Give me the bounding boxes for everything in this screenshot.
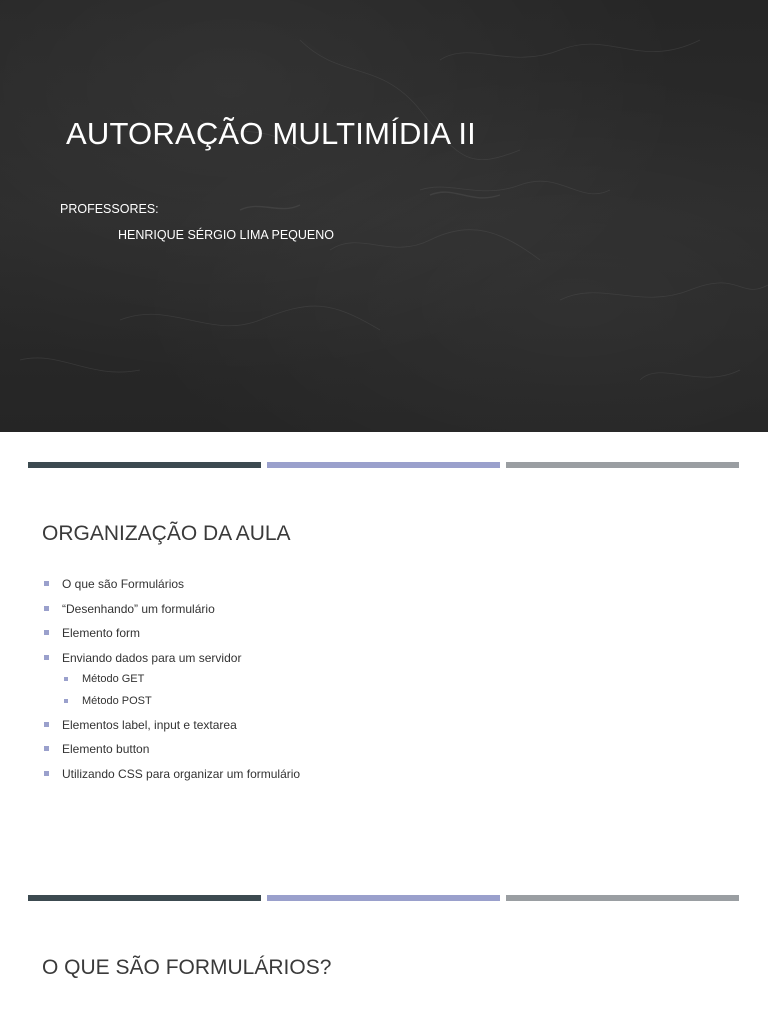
agenda-item xyxy=(42,625,300,641)
professors-label: PROFESSORES: xyxy=(60,202,159,216)
agenda-item xyxy=(42,650,300,708)
square-bullet-icon xyxy=(64,699,68,703)
agenda-list xyxy=(42,576,300,791)
presentation-title: AUTORAÇÃO MULTIMÍDIA II xyxy=(66,116,476,151)
agenda-item xyxy=(42,741,300,757)
agenda-item-label: Elemento button xyxy=(62,742,150,757)
agenda-item-label: Enviando dados para um servidor xyxy=(62,651,242,666)
accent-bar-gray xyxy=(506,462,739,468)
accent-bars xyxy=(28,462,740,468)
agenda-item xyxy=(42,717,300,733)
agenda-subitem xyxy=(62,672,300,686)
square-bullet-icon xyxy=(44,771,49,776)
agenda-item-label: Elementos label, input e textarea xyxy=(62,717,237,732)
accent-bar-lavender xyxy=(267,895,500,901)
agenda-item xyxy=(42,576,300,592)
agenda-item xyxy=(42,601,300,617)
agenda-subitem-label: Método POST xyxy=(82,695,152,708)
accent-bar-lavender xyxy=(267,462,500,468)
agenda-item xyxy=(42,766,300,782)
square-bullet-icon xyxy=(44,722,49,727)
square-bullet-icon xyxy=(44,655,49,660)
agenda-item-label: O que são Formulários xyxy=(62,577,185,591)
accent-bars xyxy=(28,895,740,901)
square-bullet-icon xyxy=(44,630,49,635)
agenda-item-label: Utilizando CSS para organizar um formulário xyxy=(62,767,301,782)
agenda-subitem-label: Método GET xyxy=(82,673,145,686)
square-bullet-icon xyxy=(44,606,49,611)
agenda-sublist xyxy=(62,672,300,708)
square-bullet-icon xyxy=(64,677,68,681)
agenda-heading: ORGANIZAÇÃO DA AULA xyxy=(42,522,291,545)
title-slide xyxy=(0,0,768,432)
next-slide-heading: O QUE SÃO FORMULÁRIOS? xyxy=(42,956,332,979)
square-bullet-icon xyxy=(44,581,49,586)
accent-bar-dark xyxy=(28,462,261,468)
agenda-item-label: “Desenhando” um formulário xyxy=(62,601,215,616)
accent-bar-dark xyxy=(28,895,261,901)
agenda-item-label: Elemento form xyxy=(62,626,141,641)
professor-name: HENRIQUE SÉRGIO LIMA PEQUENO xyxy=(118,228,335,242)
square-bullet-icon xyxy=(44,746,49,751)
agenda-subitem xyxy=(62,694,300,708)
marble-texture xyxy=(0,0,768,432)
accent-bar-gray xyxy=(506,895,739,901)
